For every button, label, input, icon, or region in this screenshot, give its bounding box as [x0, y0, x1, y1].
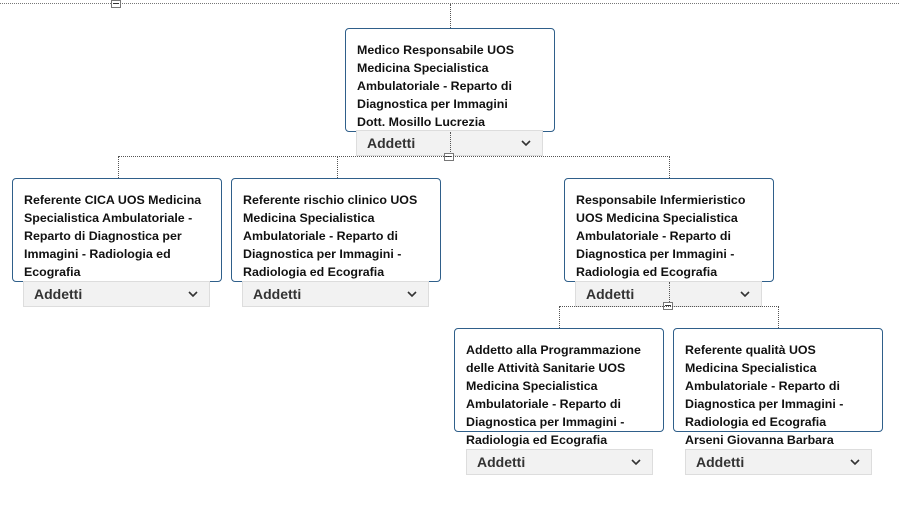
node-title: Responsabile Infermieristico UOS Medicina Specialistica Ambulatoriale - Reparto di Diagnostica per Immagini - Radiologia ed Ecografia — [576, 193, 746, 279]
chevron-down-icon — [849, 456, 861, 468]
connector-line — [778, 306, 779, 328]
connector-line — [337, 156, 338, 178]
addetti-dropdown-programmazione[interactable] — [466, 449, 653, 475]
node-title: Referente CICA UOS Medicina Specialistica Ambulatoriale - Reparto di Diagnostica per Immagini - Radiologia ed Ecografia — [24, 193, 202, 279]
org-node-responsabile-infermieristico — [564, 178, 774, 282]
node-title: Referente qualità UOS Medicina Specialistica Ambulatoriale - Reparto di Diagnostica per Immagini - Radiologia ed Ecografia — [685, 343, 844, 429]
connector-line — [559, 306, 560, 328]
dropdown-label: Addetti — [367, 135, 416, 151]
node-person: Arseni Giovanna Barbara — [685, 433, 834, 447]
chevron-down-icon — [406, 288, 418, 300]
connector-line — [450, 4, 451, 28]
dropdown-label: Addetti — [34, 286, 83, 302]
org-node-root — [345, 28, 555, 132]
org-node-addetto-programmazione — [454, 328, 664, 447]
org-node-referente-cica — [12, 178, 222, 282]
connector-line — [118, 156, 119, 178]
chevron-down-icon — [739, 288, 751, 300]
chevron-down-icon — [187, 288, 199, 300]
node-title: Addetto alla Programmazione delle Attività Sanitarie UOS Medicina Specialistica Ambulatoriale - Reparto di Diagnostica per Immagini - Radiologia ed Ecografia — [466, 343, 641, 447]
node-person: Dott. Mosillo Lucrezia — [357, 115, 486, 129]
chevron-down-icon — [630, 456, 642, 468]
dropdown-label: Addetti — [253, 286, 302, 302]
addetti-dropdown-cica[interactable] — [23, 281, 210, 307]
collapse-toggle-parent[interactable] — [111, 0, 121, 8]
chevron-down-icon — [520, 137, 532, 149]
dropdown-label: Addetti — [586, 286, 635, 302]
node-title: Referente rischio clinico UOS Medicina Specialistica Ambulatoriale - Reparto di Diagnostica per Immagini - Radiologia ed Ecografia — [243, 193, 418, 279]
dropdown-label: Addetti — [696, 454, 745, 470]
connector-line — [669, 156, 670, 178]
org-node-referente-qualita — [673, 328, 883, 447]
addetti-dropdown-rischio[interactable] — [242, 281, 429, 307]
addetti-dropdown-qualita[interactable] — [685, 449, 872, 475]
connector-line — [559, 306, 779, 307]
org-node-referente-rischio-clinico — [231, 178, 441, 282]
connector-line — [118, 156, 670, 157]
node-title: Medico Responsabile UOS Medicina Specialistica Ambulatoriale - Reparto di Diagnostica per Immagini — [357, 43, 514, 111]
collapse-toggle-root[interactable] — [444, 153, 454, 161]
dropdown-label: Addetti — [477, 454, 526, 470]
